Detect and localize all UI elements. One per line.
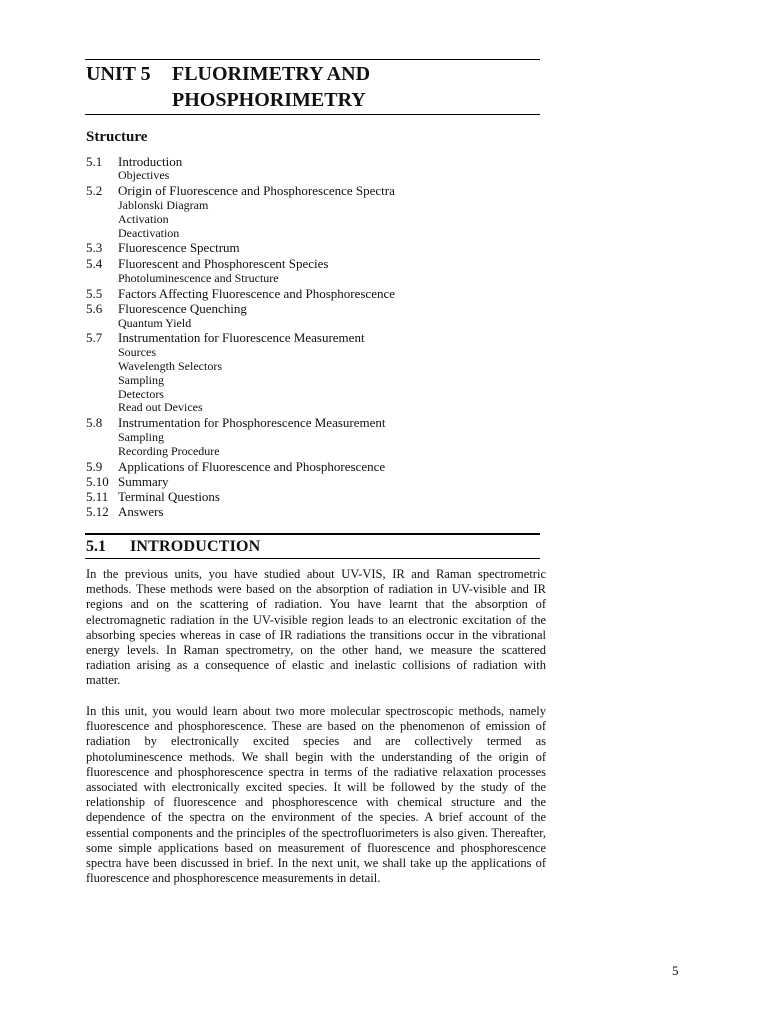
toc-subitem: Read out Devices (118, 400, 203, 414)
toc-subitem: Sources (118, 345, 156, 359)
toc-item-label: Origin of Fluorescence and Phosphorescence Spectra (118, 183, 395, 198)
paragraph: In this unit, you would learn about two more molecular spectroscopic methods, namely fluorescence and phosphorescence. These are based on the phenomenon of emission of radiation by electronically excited species and are collectively termed as photoluminescence methods. We shall begin with the understanding of the origin of fluorescence and phosphorescence spectra in terms of the radiative relaxation processes associated with electronically excited species. It will be followed by the study of the relationship of fluorescence and phosphorescence with chemical structure and the dependence of the spectra on the environment of the species. A brief account of the essential components and the principles of the spectrofluorimeters is also given. Thereafter, some simple applications based on measurement of fluorescence and phosphorescence spectra have been discussed in brief. In the next unit, we shall take up the applications of fluorescence and phosphorescence measurements in detail. (86, 704, 546, 886)
toc-subitem: Jablonski Diagram (118, 198, 209, 212)
toc-item-label: Applications of Fluorescence and Phosphorescence (118, 459, 386, 474)
toc-number: 5.3 (86, 240, 103, 255)
toc-subitem: Objectives (118, 168, 170, 182)
top-rule (85, 59, 540, 60)
section-bottom-rule (85, 558, 540, 559)
toc-number: 5.11 (86, 489, 109, 504)
toc-subitem: Quantum Yield (118, 316, 192, 330)
unit-title-line-2: PHOSPHORIMETRY (172, 89, 366, 111)
toc-number: 5.12 (86, 504, 109, 519)
toc-subitem: Sampling (118, 430, 165, 444)
structure-heading: Structure (86, 129, 148, 145)
toc-subitem: Detectors (118, 387, 164, 401)
toc-number: 5.9 (86, 459, 103, 474)
toc-number: 5.10 (86, 474, 109, 489)
section-top-rule (85, 533, 540, 535)
toc-number: 5.1 (86, 154, 103, 169)
toc-subitem: Deactivation (118, 226, 180, 240)
toc-item-label: Terminal Questions (118, 489, 220, 504)
unit-title-line-1: FLUORIMETRY AND (172, 63, 371, 85)
toc-item-label: Factors Affecting Fluorescence and Phosphorescence (118, 286, 396, 301)
toc-item-label: Fluorescent and Phosphorescent Species (118, 256, 329, 271)
toc-subitem: Wavelength Selectors (118, 359, 222, 373)
section-number: 5.1 (86, 538, 106, 555)
toc-item-label: Fluorescence Spectrum (118, 240, 240, 255)
toc-number: 5.7 (86, 330, 103, 345)
toc-number: 5.2 (86, 183, 103, 198)
toc-item-label: Instrumentation for Phosphorescence Measurement (118, 415, 386, 430)
paragraph: In the previous units, you have studied about UV-VIS, IR and Raman spectrometric methods. These methods were based on the absorption of radiation in UV-visible and IR regions and on the scattering of radiation. You have learnt that the absorption of electromagnetic radiation in the UV-visible region leads to an electronic excitation of the absorbing species whereas in case of IR radiations the transitions occur in the vibrational energy levels. In Raman spectrometry, on the other hand, we measure the scattered radiation arising as a consequence of elastic and inelastic collisions of radiation with matter. (86, 567, 546, 688)
toc-subitem: Sampling (118, 373, 165, 387)
toc-number: 5.8 (86, 415, 103, 430)
toc-number: 5.4 (86, 256, 103, 271)
title-bottom-rule (85, 114, 540, 115)
toc-number: 5.5 (86, 286, 103, 301)
page-number: 5 (672, 963, 679, 978)
toc-item-label: Answers (118, 504, 164, 519)
toc-item-label: Introduction (118, 154, 183, 169)
toc-item-label: Instrumentation for Fluorescence Measurement (118, 330, 365, 345)
toc-item-label: Summary (118, 474, 169, 489)
toc-subitem: Recording Procedure (118, 444, 220, 458)
toc-subitem: Photoluminescence and Structure (118, 271, 279, 285)
toc-number: 5.6 (86, 301, 103, 316)
toc-item-label: Fluorescence Quenching (118, 301, 247, 316)
section-title: INTRODUCTION (130, 538, 261, 555)
unit-number: UNIT 5 (86, 63, 151, 85)
toc-subitem: Activation (118, 212, 169, 226)
